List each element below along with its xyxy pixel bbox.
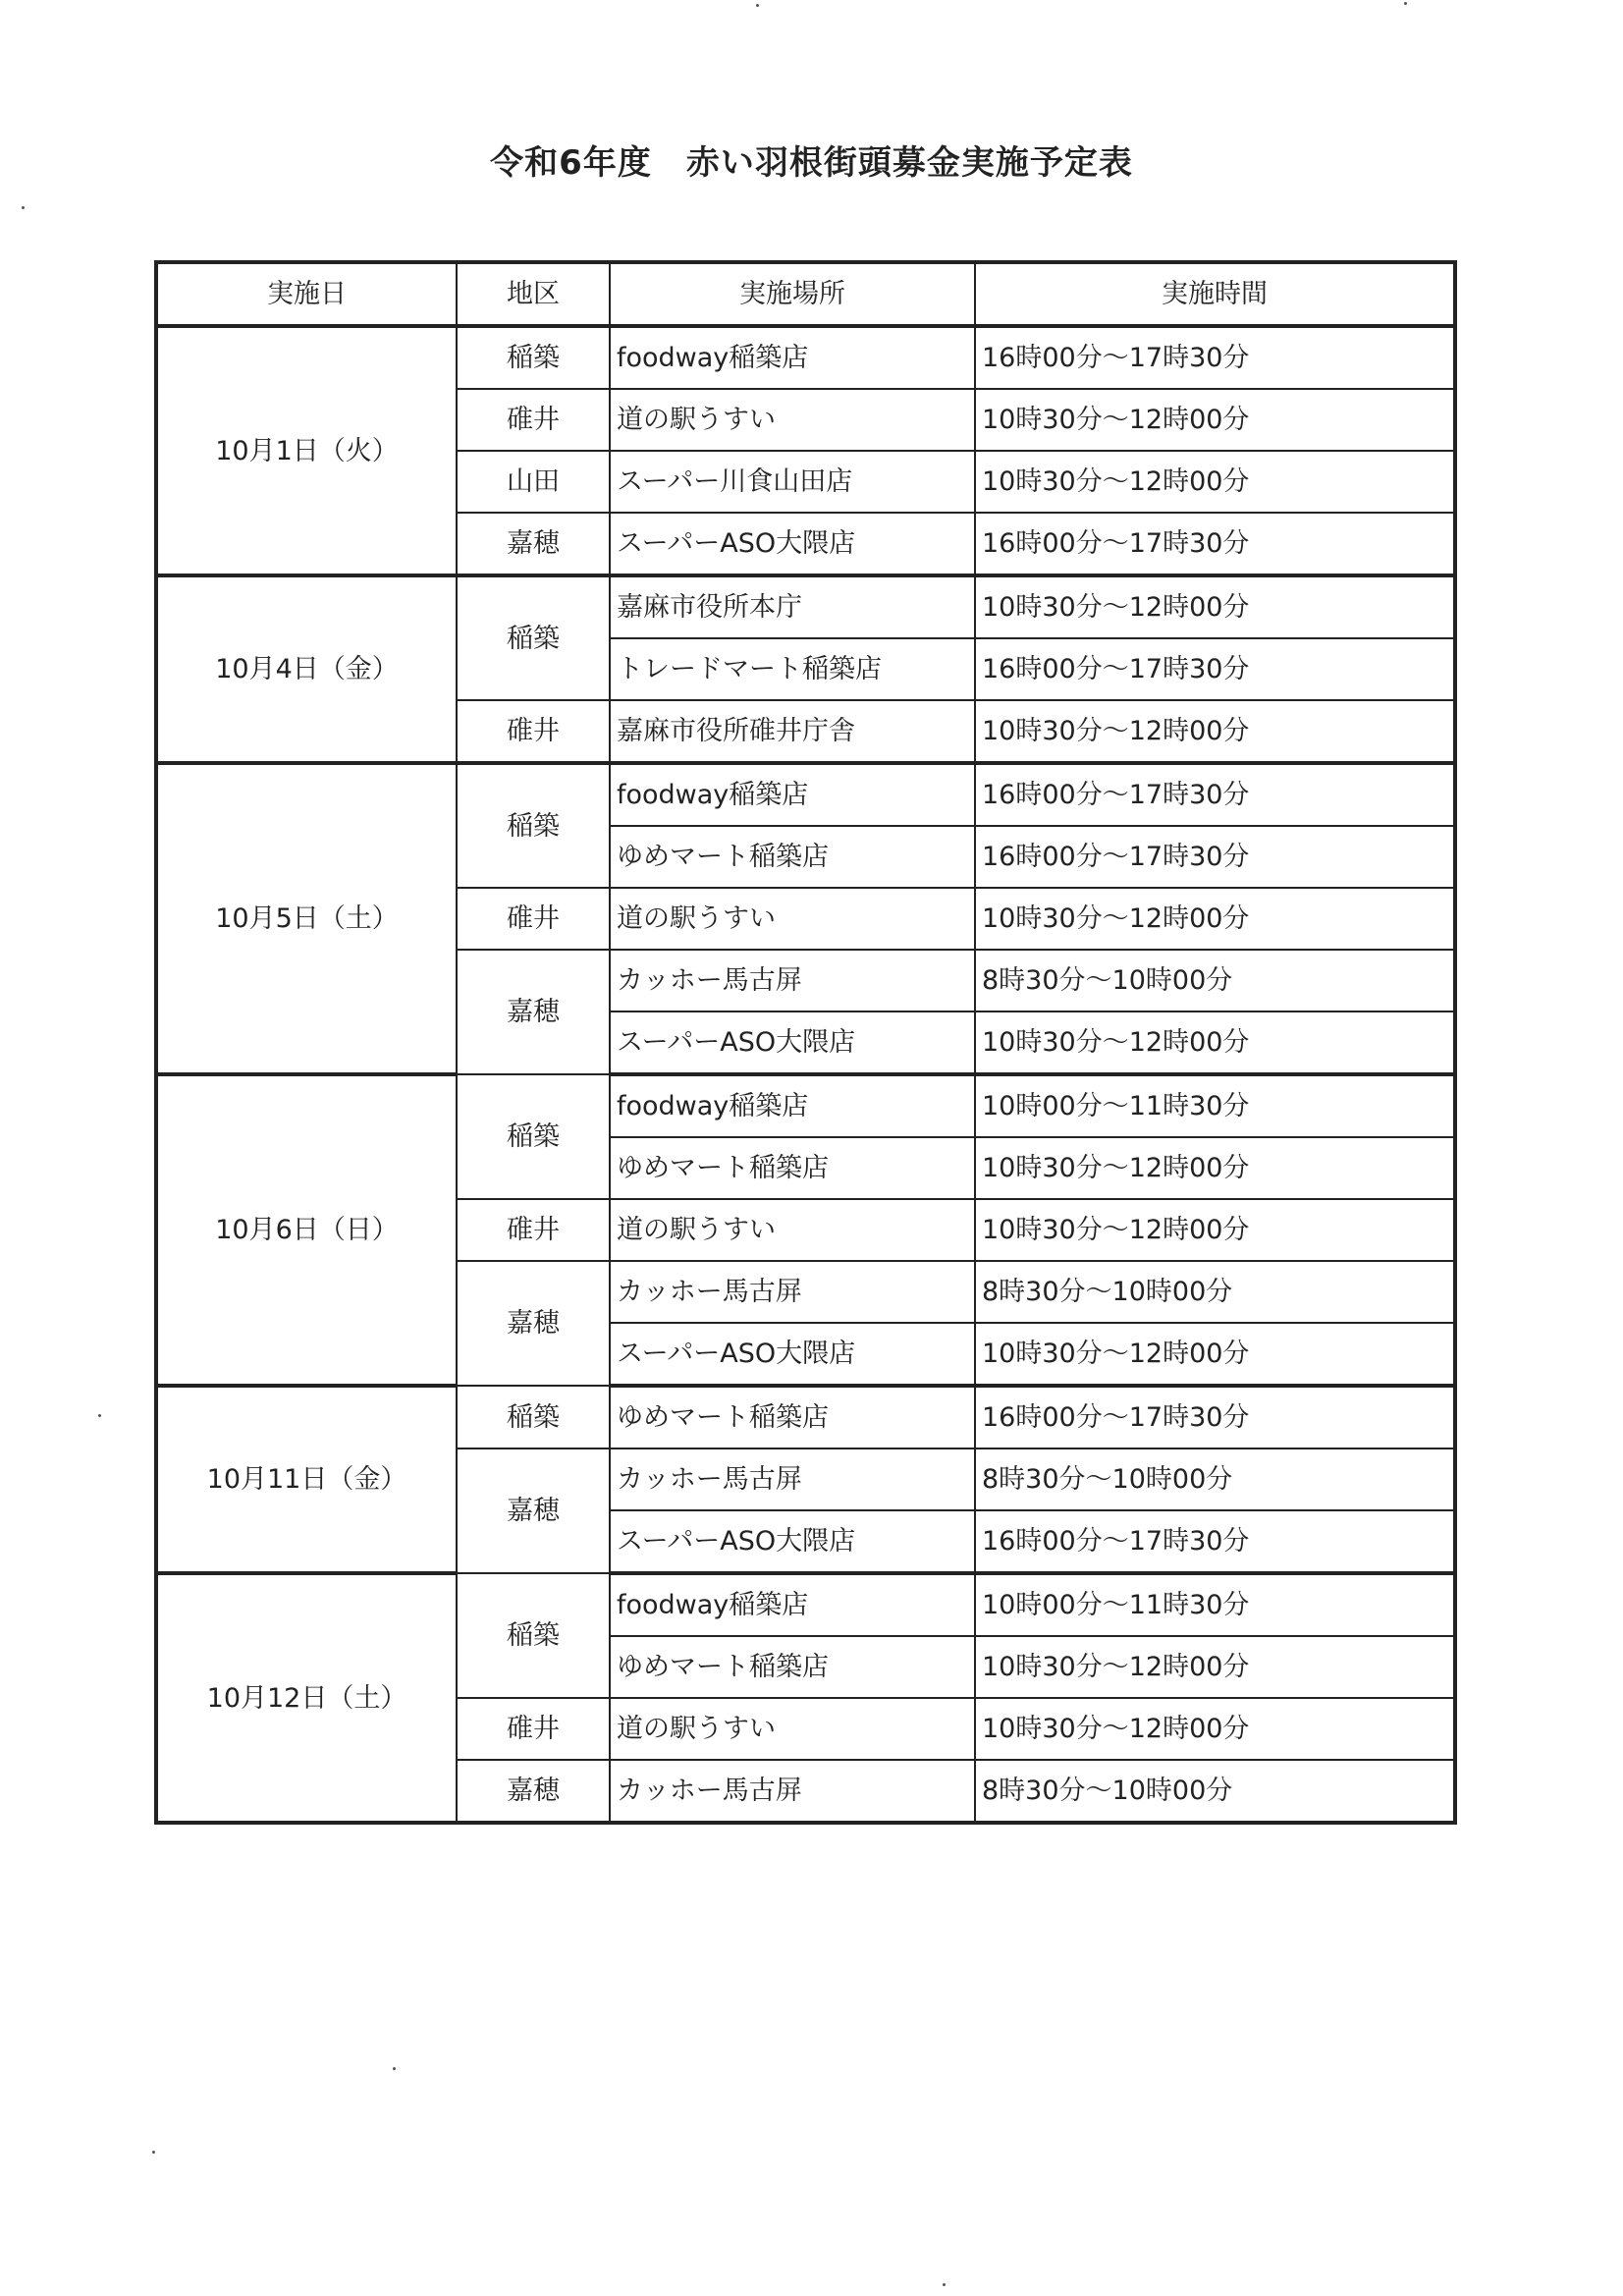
place-cell: 道の駅うすい bbox=[610, 888, 975, 950]
district-cell: 碓井 bbox=[457, 389, 610, 451]
district-cell: 碓井 bbox=[457, 888, 610, 950]
district-cell: 碓井 bbox=[457, 1199, 610, 1261]
district-cell: 嘉穂 bbox=[457, 1261, 610, 1386]
district-cell: 稲築 bbox=[457, 1074, 610, 1199]
scan-speck bbox=[98, 1414, 101, 1417]
scan-speck bbox=[756, 4, 759, 7]
scan-speck bbox=[943, 2283, 946, 2286]
time-cell: 10時00分～11時30分 bbox=[975, 1074, 1455, 1137]
header-time: 実施時間 bbox=[975, 262, 1455, 326]
place-cell: スーパーASO大隈店 bbox=[610, 513, 975, 575]
date-cell: 10月11日（金） bbox=[156, 1386, 457, 1573]
header-row bbox=[156, 262, 1455, 326]
place-cell: スーパーASO大隈店 bbox=[610, 1323, 975, 1386]
place-cell: カッホー馬古屏 bbox=[610, 1449, 975, 1510]
time-cell: 16時00分～17時30分 bbox=[975, 326, 1455, 389]
table-row bbox=[156, 575, 1455, 638]
table-body bbox=[156, 326, 1455, 1823]
place-cell: 道の駅うすい bbox=[610, 389, 975, 451]
scan-speck bbox=[393, 2067, 396, 2070]
table-row bbox=[156, 1074, 1455, 1137]
place-cell: 道の駅うすい bbox=[610, 1698, 975, 1760]
date-cell: 10月4日（金） bbox=[156, 575, 457, 763]
time-cell: 16時00分～17時30分 bbox=[975, 826, 1455, 888]
time-cell: 10時30分～12時00分 bbox=[975, 451, 1455, 513]
time-cell: 8時30分～10時00分 bbox=[975, 1261, 1455, 1323]
place-cell: ゆめマート稲築店 bbox=[610, 826, 975, 888]
time-cell: 10時30分～12時00分 bbox=[975, 1137, 1455, 1199]
time-cell: 10時30分～12時00分 bbox=[975, 888, 1455, 950]
district-cell: 嘉穂 bbox=[457, 1760, 610, 1823]
time-cell: 10時30分～12時00分 bbox=[975, 1636, 1455, 1698]
place-cell: foodway稲築店 bbox=[610, 763, 975, 826]
district-cell: 嘉穂 bbox=[457, 513, 610, 575]
place-cell: カッホー馬古屏 bbox=[610, 1261, 975, 1323]
place-cell: ゆめマート稲築店 bbox=[610, 1636, 975, 1698]
district-cell: 稲築 bbox=[457, 575, 610, 700]
time-cell: 10時30分～12時00分 bbox=[975, 700, 1455, 763]
district-cell: 碓井 bbox=[457, 1698, 610, 1760]
district-cell: 碓井 bbox=[457, 700, 610, 763]
time-cell: 16時00分～17時30分 bbox=[975, 1386, 1455, 1449]
time-cell: 8時30分～10時00分 bbox=[975, 950, 1455, 1011]
place-cell: スーパー川食山田店 bbox=[610, 451, 975, 513]
place-cell: 嘉麻市役所碓井庁舎 bbox=[610, 700, 975, 763]
table-row bbox=[156, 1386, 1455, 1449]
table-row bbox=[156, 763, 1455, 826]
place-cell: スーパーASO大隈店 bbox=[610, 1011, 975, 1074]
place-cell: 道の駅うすい bbox=[610, 1199, 975, 1261]
place-cell: トレードマート稲築店 bbox=[610, 638, 975, 700]
table-row bbox=[156, 1573, 1455, 1636]
district-cell: 嘉穂 bbox=[457, 950, 610, 1074]
place-cell: foodway稲築店 bbox=[610, 1074, 975, 1137]
scan-speck bbox=[152, 2151, 155, 2154]
date-cell: 10月12日（土） bbox=[156, 1573, 457, 1823]
time-cell: 16時00分～17時30分 bbox=[975, 638, 1455, 700]
date-cell: 10月6日（日） bbox=[156, 1074, 457, 1386]
place-cell: ゆめマート稲築店 bbox=[610, 1137, 975, 1199]
time-cell: 10時30分～12時00分 bbox=[975, 1698, 1455, 1760]
district-cell: 山田 bbox=[457, 451, 610, 513]
time-cell: 10時30分～12時00分 bbox=[975, 389, 1455, 451]
time-cell: 16時00分～17時30分 bbox=[975, 1510, 1455, 1573]
scan-speck bbox=[22, 206, 25, 209]
time-cell: 8時30分～10時00分 bbox=[975, 1760, 1455, 1823]
page-title: 令和6年度 赤い羽根街頭募金実施予定表 bbox=[490, 143, 1133, 183]
time-cell: 8時30分～10時00分 bbox=[975, 1449, 1455, 1510]
table-row bbox=[156, 326, 1455, 389]
place-cell: foodway稲築店 bbox=[610, 326, 975, 389]
time-cell: 10時30分～12時00分 bbox=[975, 1199, 1455, 1261]
time-cell: 10時30分～12時00分 bbox=[975, 1323, 1455, 1386]
place-cell: 嘉麻市役所本庁 bbox=[610, 575, 975, 638]
scan-speck bbox=[1404, 2, 1407, 5]
place-cell: ゆめマート稲築店 bbox=[610, 1386, 975, 1449]
place-cell: カッホー馬古屏 bbox=[610, 950, 975, 1011]
district-cell: 稲築 bbox=[457, 326, 610, 389]
place-cell: カッホー馬古屏 bbox=[610, 1760, 975, 1823]
time-cell: 10時30分～12時00分 bbox=[975, 1011, 1455, 1074]
schedule-table bbox=[154, 260, 1457, 1825]
time-cell: 16時00分～17時30分 bbox=[975, 513, 1455, 575]
time-cell: 16時00分～17時30分 bbox=[975, 763, 1455, 826]
place-cell: スーパーASO大隈店 bbox=[610, 1510, 975, 1573]
date-cell: 10月1日（火） bbox=[156, 326, 457, 575]
header-date: 実施日 bbox=[156, 262, 457, 326]
header-district: 地区 bbox=[457, 262, 610, 326]
district-cell: 稲築 bbox=[457, 763, 610, 888]
place-cell: foodway稲築店 bbox=[610, 1573, 975, 1636]
district-cell: 嘉穂 bbox=[457, 1449, 610, 1573]
header-place: 実施場所 bbox=[610, 262, 975, 326]
table-header bbox=[156, 262, 1455, 326]
time-cell: 10時00分～11時30分 bbox=[975, 1573, 1455, 1636]
district-cell: 稲築 bbox=[457, 1573, 610, 1698]
time-cell: 10時30分～12時00分 bbox=[975, 575, 1455, 638]
date-cell: 10月5日（土） bbox=[156, 763, 457, 1074]
district-cell: 稲築 bbox=[457, 1386, 610, 1449]
